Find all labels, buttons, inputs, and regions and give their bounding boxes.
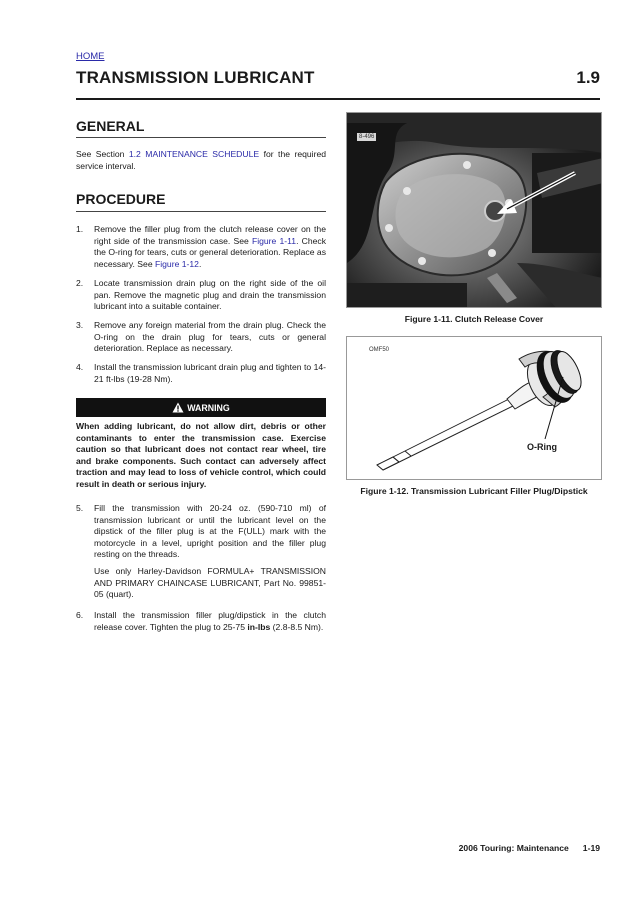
procedure-step: 5. Fill the transmission with 20-24 oz. (590-710 ml) of transmission lubricant or until the lubricant level on the dipstick of the filler plug is at the F(ULL) mark with the motorcycle in a level, upright position and the filler plug resting on the threads. [76,503,326,559]
figure-1-12-link[interactable]: Figure 1-12 [154,258,199,269]
maintenance-schedule-link[interactable]: 1.2 MAINTENANCE SCHEDULE [128,149,260,159]
procedure-step: 6. Install the transmission filler plug/dipstick in the clutch release cover. Tighten the plug to 25-75 in-lbs (2.8-8.5 Nm). [76,610,326,632]
figure-id: 8-496 [359,134,375,140]
dipstick-illustration [347,337,602,480]
procedure-heading: PROCEDURE [76,191,166,207]
procedure-step: 1. Remove the filler plug from the clutch release cover on the right side of the transmission case. See Figure 1-11. Check the O-ring for tears, cuts or general deterioration. Replace as necessary. See Figure 1-12. [76,224,326,269]
general-heading: GENERAL [76,118,145,134]
warning-banner [76,398,326,417]
procedure-step: 2. Locate transmission drain plug on the right side of the oil pan. Remove the magnetic plug and drain the transmission lubricant into a suitable container. [76,278,326,311]
warning-label: WARNING [187,402,230,413]
general-divider [76,137,326,138]
title-divider [76,98,600,100]
warning-text: When adding lubricant, do not allow dirt, debris or other contaminants to enter the transmission case. Exercise caution so that lubricant does not contact rear wheel, tire and brake components. Such contact can adversely affect traction and may lead to loss of vehicle control, which could result in death or serious injury. [76,421,326,489]
home-link[interactable]: HOME [76,51,105,62]
page-title: TRANSMISSION LUBRICANT [76,68,315,87]
o-ring-label: O-Ring [527,442,557,452]
figure-1-12-caption: Figure 1-12. Transmission Lubricant Filler Plug/Dipstick [360,486,588,496]
procedure-note: Use only Harley-Davidson FORMULA+ TRANSMISSION AND PRIMARY CHAINCASE LUBRICANT, Part No. 99851-05 (quart). [94,566,326,599]
page-number: 1-19 [582,843,600,853]
section-number: 1.9 [576,68,600,87]
figure-id: OMF50 [369,347,390,353]
filler-plug-dipstick-figure [346,336,602,480]
clutch-release-cover-photo [346,112,602,308]
procedure-divider [76,211,326,212]
procedure-step: 3. Remove any foreign material from the drain plug. Check the O-ring on the drain plug for tears, cuts or general deterioration. Replace as necessary. [76,320,326,353]
page-header [76,68,600,92]
manual-title: 2006 Touring: Maintenance [458,843,569,853]
figure-1-11-caption: Figure 1-11. Clutch Release Cover [404,314,544,324]
page-footer [420,843,600,853]
warning-icon [172,402,184,413]
engine-photo-illustration [347,113,602,308]
figure-1-11-link[interactable]: Figure 1-11 [251,235,297,246]
general-text: See Section 1.2 MAINTENANCE SCHEDULE for the required service interval. [76,149,326,171]
procedure-step: 4. Install the transmission lubricant drain plug and tighten to 14-21 ft-lbs (19-28 Nm). [76,362,326,384]
